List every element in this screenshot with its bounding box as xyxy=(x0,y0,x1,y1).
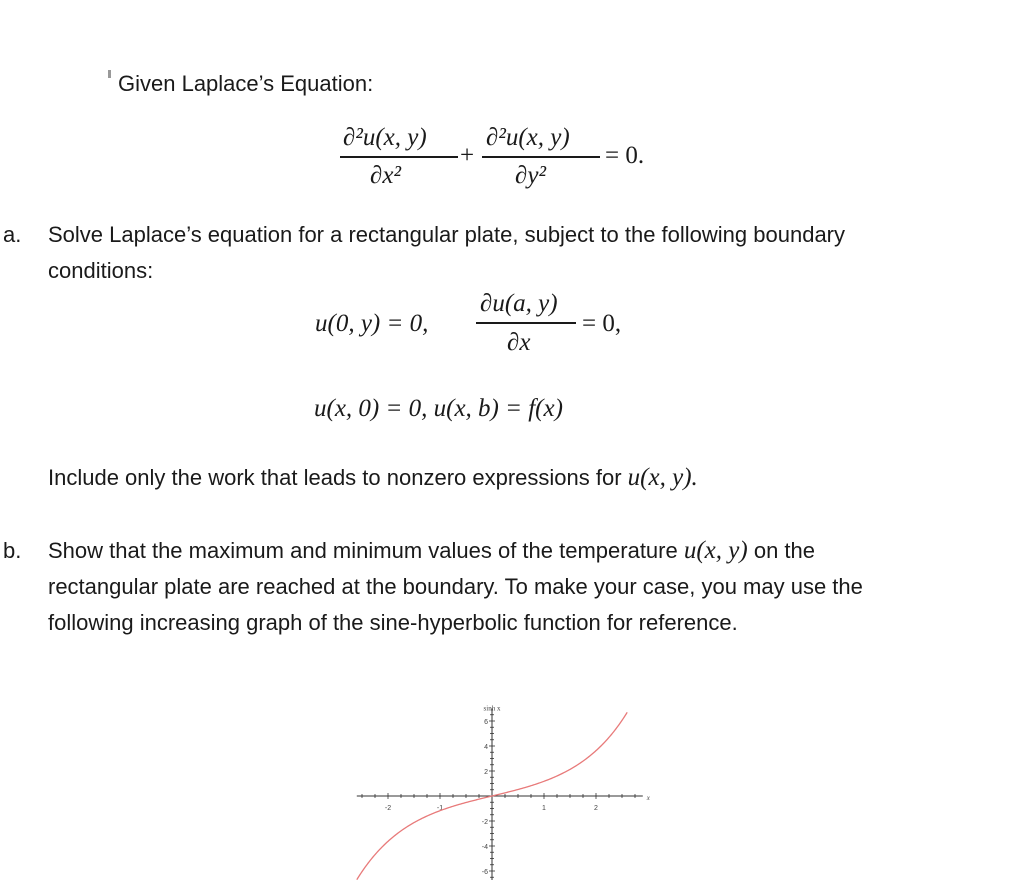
x-tick-label: 1 xyxy=(542,805,546,812)
bc-rhs: = 0, xyxy=(582,310,622,337)
bc-line2: u(x, 0) = 0, u(x, b) = f(x) xyxy=(314,395,563,422)
x-tick-label: 2 xyxy=(594,805,598,812)
y-tick-label: -6 xyxy=(481,869,488,876)
include-math: u(x, y). xyxy=(627,464,698,491)
part-b-line2: rectangular plate are reached at the boundary. To make your case, you may use the xyxy=(48,574,863,599)
x-axis-label: x xyxy=(646,794,650,802)
sinh-chart xyxy=(330,690,670,880)
x-tick-label: -2 xyxy=(384,805,392,812)
laplace-fraction-bar-2 xyxy=(482,156,600,158)
y-tick-label: 6 xyxy=(484,719,488,726)
laplace-rhs: = 0. xyxy=(605,142,645,169)
laplace-plus: + xyxy=(460,142,475,169)
bc-left: u(0, y) = 0, xyxy=(315,310,429,337)
part-b-line3: following increasing graph of the sine-hyperbolic function for reference. xyxy=(48,610,738,635)
part-b-line1 xyxy=(48,533,815,569)
intro-heading: Given Laplace’s Equation: xyxy=(118,71,374,96)
part-a-line1: Solve Laplace’s equation for a rectangular plate, subject to the following boundary xyxy=(48,222,846,247)
y-tick-label: -2 xyxy=(481,819,488,826)
include-line xyxy=(48,460,698,496)
laplace-num2: ∂²u(x, y) xyxy=(486,124,570,151)
laplace-den2: ∂y² xyxy=(515,162,546,189)
part-b-marker: b. xyxy=(3,538,22,563)
y-axis-label: sinh x xyxy=(483,704,501,713)
bc-num: ∂u(a, y) xyxy=(480,290,558,317)
laplace-fraction-bar-1 xyxy=(340,156,458,158)
include-text: Include only the work that leads to nonzero expressions for xyxy=(48,465,622,490)
part-b-line1-math: u(x, y) xyxy=(683,537,748,564)
y-tick-label: -4 xyxy=(481,844,488,851)
part-a-marker: a. xyxy=(3,222,22,247)
bc-den: ∂x xyxy=(507,329,531,356)
y-tick-label: 2 xyxy=(484,769,488,776)
bc-fraction-bar xyxy=(476,322,576,324)
part-b-line1-text: Show that the maximum and minimum values of the temperature xyxy=(48,538,678,563)
y-tick-label: 4 xyxy=(484,744,488,751)
part-b-line1-end: on the xyxy=(753,538,815,563)
laplace-den1: ∂x² xyxy=(370,162,401,189)
corner-mark xyxy=(108,70,111,78)
laplace-num1: ∂²u(x, y) xyxy=(343,124,427,151)
x-tick-label: -1 xyxy=(436,805,444,812)
part-a-line2: conditions: xyxy=(48,258,154,283)
